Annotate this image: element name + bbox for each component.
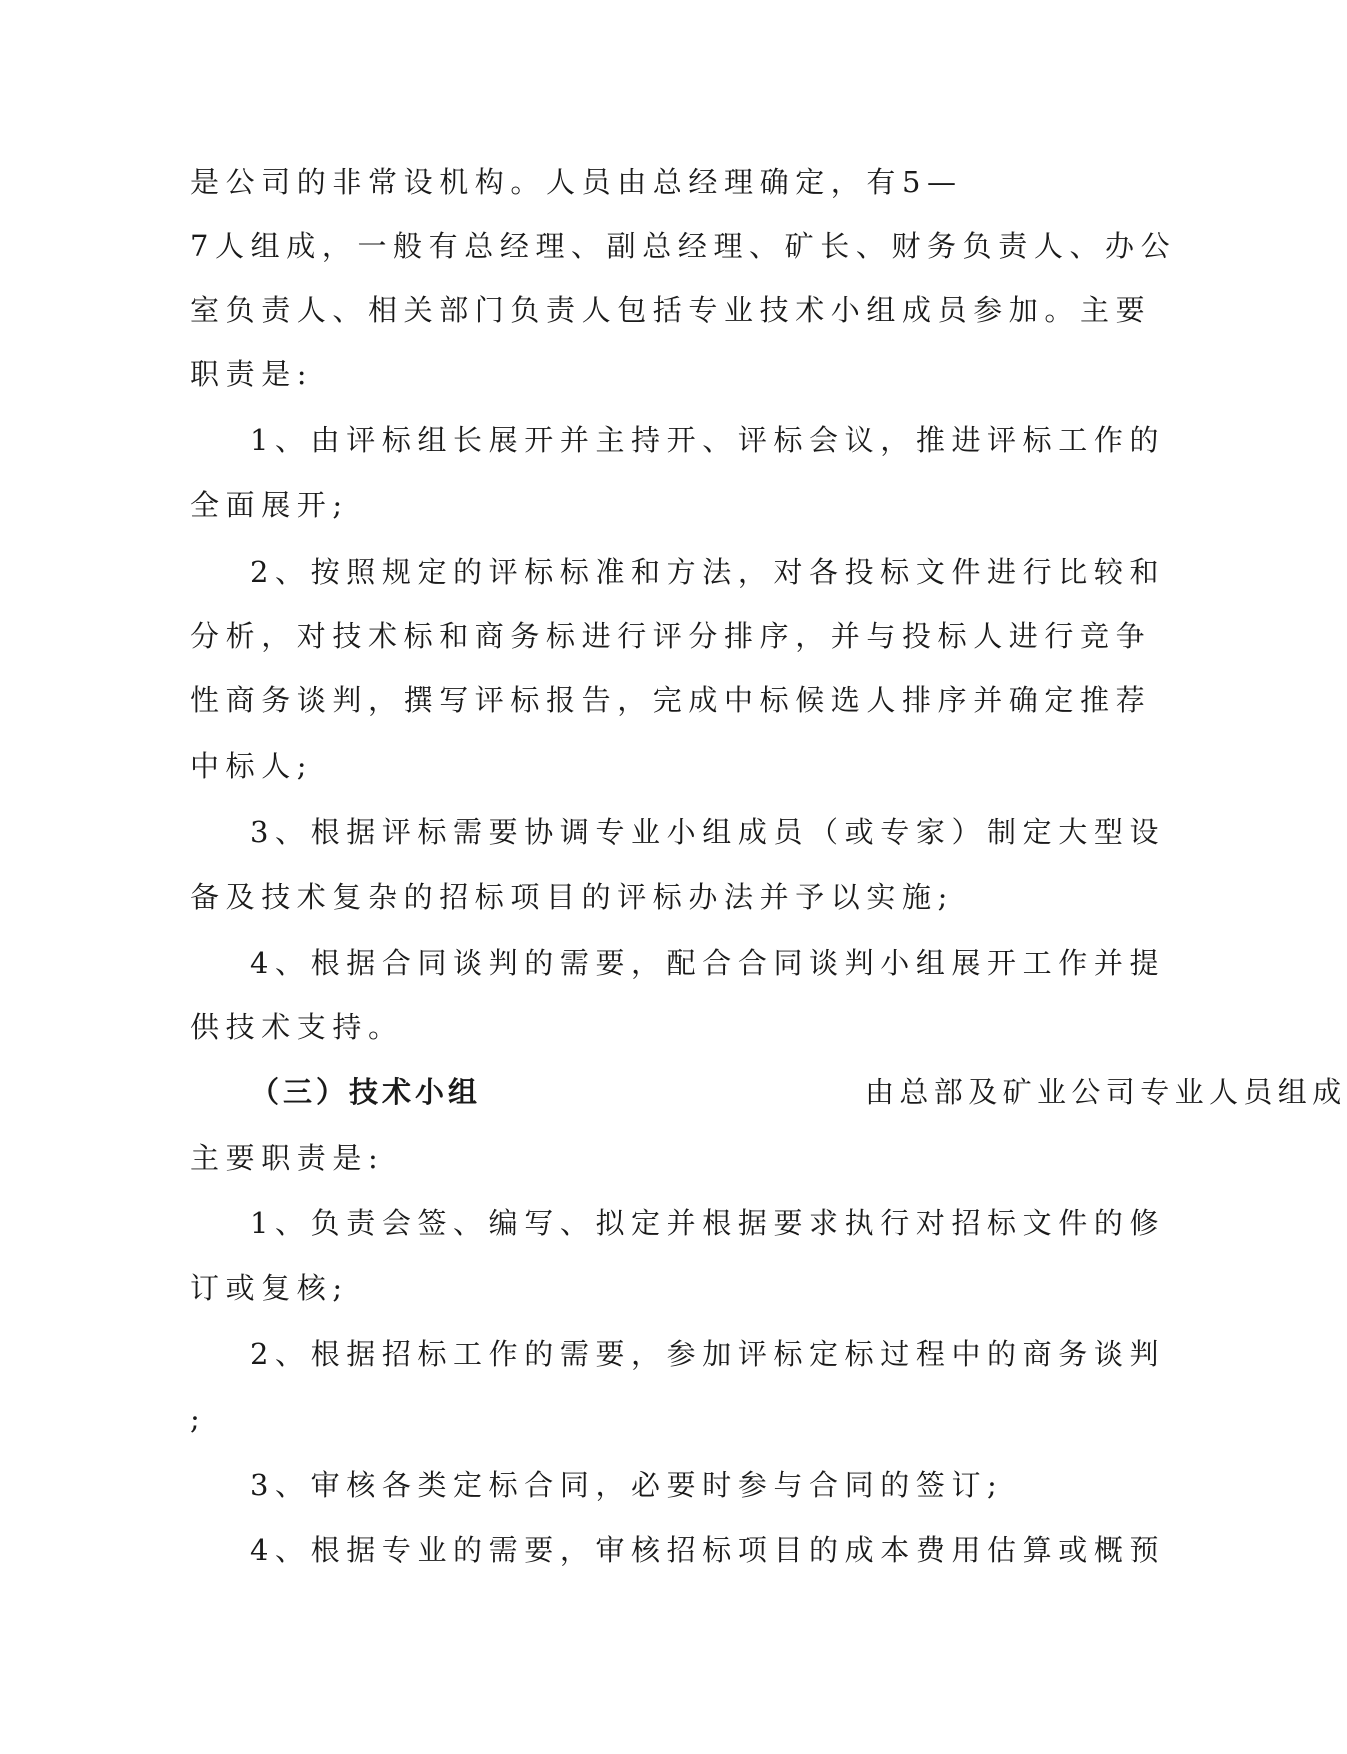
list-item-line: 3、根据评标需要协调专业小组成员（或专家）制定大型设 <box>250 815 1166 849</box>
list-item-line: 4、根据专业的需要，审核招标项目的成本费用估算或概预 <box>250 1533 1166 1567</box>
paragraph-line: 中标人; <box>190 749 314 783</box>
paragraph-line: 备及技术复杂的招标项目的评标办法并予以实施; <box>190 880 954 914</box>
paragraph-line: 订或复核; <box>190 1271 349 1305</box>
section-heading-row <box>250 1072 1347 1112</box>
list-item-line: 2、根据招标工作的需要，参加评标定标过程中的商务谈判 <box>250 1337 1166 1371</box>
paragraph-line: 7人组成，一般有总经理、副总经理、矿长、财务负责人、办公 <box>190 229 1177 263</box>
paragraph-line: 供技术支持。 <box>190 1010 404 1044</box>
list-item-line: 3、审核各类定标合同，必要时参与合同的签订; <box>250 1468 1004 1502</box>
paragraph-line: 全面展开; <box>190 488 349 522</box>
paragraph-line: 性商务谈判，撰写评标报告，完成中标候选人排序并确定推荐 <box>190 683 1152 717</box>
list-item-line: 1、由评标组长展开并主持开、评标会议，推进评标工作的 <box>250 423 1166 457</box>
list-item-line: 4、根据合同谈判的需要，配合合同谈判小组展开工作并提 <box>250 946 1166 980</box>
list-item-line: 2、按照规定的评标标准和方法，对各投标文件进行比较和 <box>250 555 1166 589</box>
paragraph-line: 室负责人、相关部门负责人包括专业技术小组成员参加。主要 <box>190 293 1152 327</box>
paragraph-line: 是公司的非常设机构。人员由总经理确定，有5— <box>190 165 963 199</box>
paragraph-line: ; <box>190 1402 207 1436</box>
paragraph-line: 职责是: <box>190 357 314 391</box>
paragraph-line: 分析，对技术标和商务标进行评分排序，并与投标人进行竞争 <box>190 619 1152 653</box>
section-heading: （三）技术小组 <box>250 1075 482 1109</box>
paragraph-line: 主要职责是: <box>190 1141 385 1175</box>
list-item-line: 1、负责会签、编写、拟定并根据要求执行对招标文件的修 <box>250 1206 1166 1240</box>
section-note: 由总部及矿业公司专业人员组成 <box>865 1075 1347 1109</box>
